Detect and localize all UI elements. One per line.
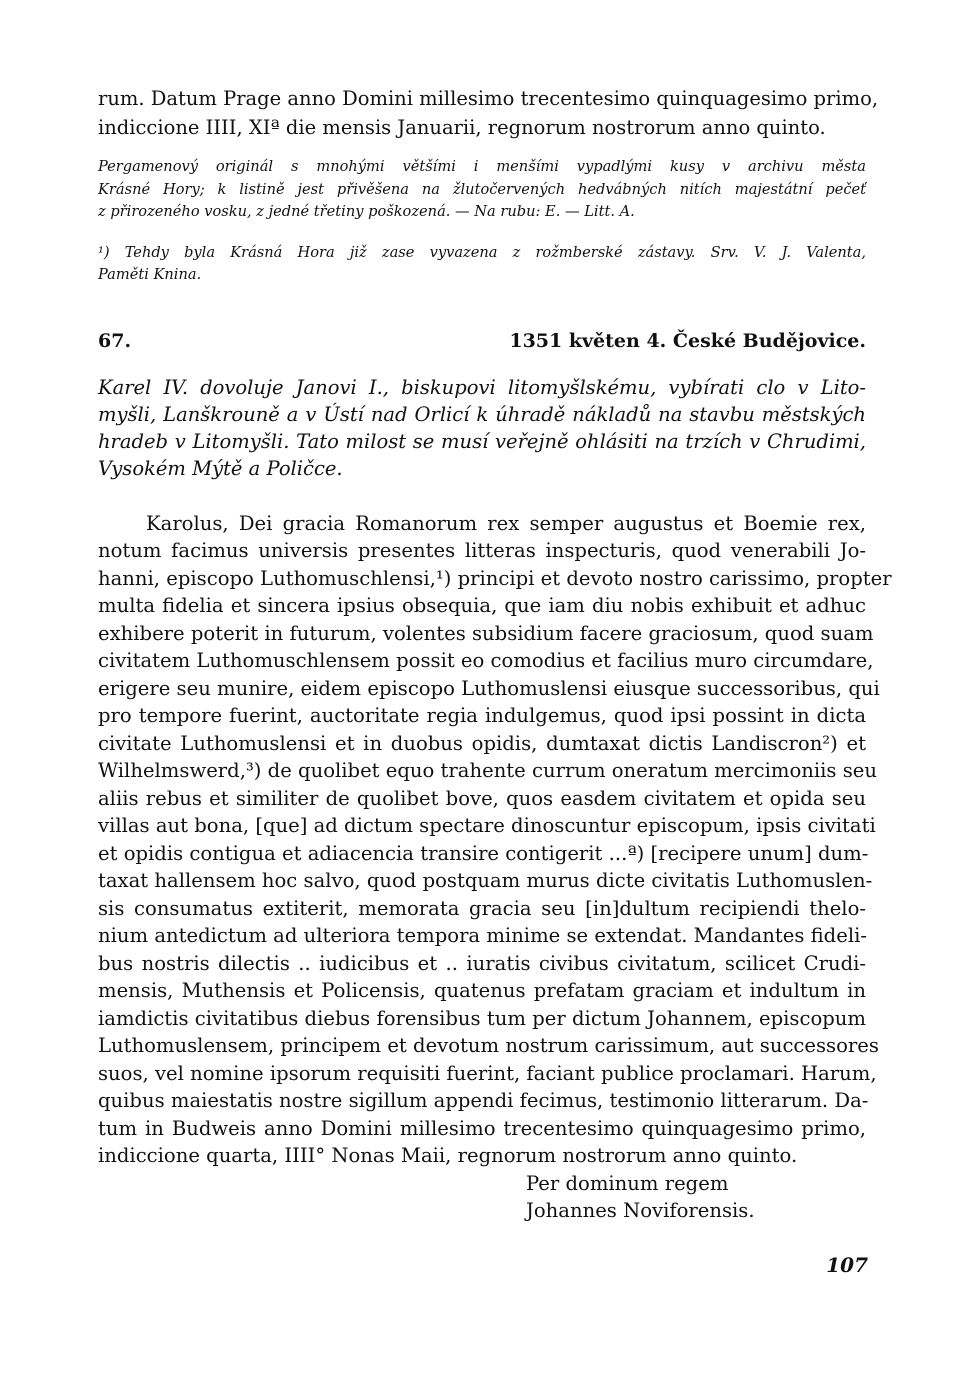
footnote-line: Paměti Knina. xyxy=(98,266,202,283)
charter-line: suos, vel nomine ipsorum requisiti fuerint, faciant publice proclamari. Harum, xyxy=(98,1061,877,1085)
regest xyxy=(98,374,866,482)
charter-line: erigere seu munire, eidem episcopo Luthomuslensi eiusque successoribus, qui xyxy=(98,676,880,700)
charter-line: Karolus, Dei gracia Romanorum rex semper augustus et Boemie rex, xyxy=(146,511,866,535)
charter-line: pro tempore fuerint, auctoritate regia indulgemus, quod ipsi possint in dicta xyxy=(98,704,866,727)
intro-line: rum. Datum Prage anno Domini millesimo trecentesimo quinquagesimo primo, xyxy=(98,87,879,110)
charter-line: notum facimus universis presentes litteras inspecturis, quod venerabili Jo- xyxy=(98,539,866,562)
signature-block xyxy=(526,1170,866,1225)
charter-line: tum in Budweis anno Domini millesimo trecentesimo quinquagesimo primo, xyxy=(98,1116,866,1140)
charter-line: Luthomuslensem, principem et devotum nostrum carissimum, aut successores xyxy=(98,1034,879,1057)
regest-line: myšli, Lanškrouně a v Ústí nad Orlicí k úhradě nákladů na stavbu městských xyxy=(98,402,866,426)
charter-line: Wilhelmswerd,³) de quolibet equo trahente currum oneratum mercimoniis seu xyxy=(98,759,877,782)
signature-line: Per dominum regem xyxy=(526,1171,729,1195)
charter-line: villas aut bona, [que] ad dictum spectare dinoscuntur episcopum, ipsis civitati xyxy=(98,814,876,837)
note-line: Pergamenový originál s mnohými většími i menšími vypadlými kusy v archivu města xyxy=(98,158,866,175)
charter-line: hanni, episcopo Luthomuschlensi,¹) principi et devoto nostro carissimo, propter xyxy=(98,566,892,590)
charter-line: civitatem Luthomuschlensem possit eo comodius et facilius muro circumdare, xyxy=(98,649,874,672)
page-number: 107 xyxy=(826,1253,868,1277)
charter-line: quibus maiestatis nostre sigillum appendi fecimus, testimonio litterarum. Da- xyxy=(98,1089,869,1112)
regest-line: Karel IV. dovoluje Janovi I., biskupovi litomyšlskému, vybírati clo v Lito- xyxy=(98,375,866,399)
charter-line: taxat hallensem hoc salvo, quod postquam murus dicte civitatis Luthomuslen- xyxy=(98,869,873,892)
footnote xyxy=(98,242,866,287)
signature-line: Johannes Noviforensis. xyxy=(526,1199,755,1222)
charter-line: mensis, Muthensis et Policensis, quatenus prefatam graciam et indultum in xyxy=(98,979,866,1002)
charter-line: bus nostris dilectis .. iudicibus et .. iuratis civibus civitatum, scilicet Crudi- xyxy=(98,951,866,975)
charter-line: exhibere poterit in futurum, volentes subsidium facere graciosum, quod suam xyxy=(98,621,874,645)
charter-line: multa fidelia et sincera ipsius obsequia, que iam diu nobis exhibuit et adhuc xyxy=(98,594,866,617)
page-content xyxy=(98,84,892,1225)
charter-line: indiccione quarta, IIII° Nonas Maii, regnorum nostrorum anno quinto. xyxy=(98,1144,798,1167)
entry-number: 67. xyxy=(98,329,132,352)
footnote-line: ¹) Tehdy byla Krásná Hora již zase vyvazena z rožmberské zástavy. Srv. V. J. Valenta, xyxy=(98,243,866,261)
note-line: Krásné Hory; k listině jest přivěšena na žlutočervených hedvábných nitích majestátní pečeť xyxy=(98,180,866,198)
archival-note xyxy=(98,156,866,224)
charter-line: et opidis contigua et adiacencia transire contigerit ...ª) [recipere unum] dum- xyxy=(98,841,869,865)
charter-line: aliis rebus et similiter de quolibet bove, quos easdem civitatem et opida seu xyxy=(98,786,866,810)
note-line: z přirozeného vosku, z jedné třetiny poškozená. — Na rubu: E. — Litt. A. xyxy=(98,203,635,220)
charter-line: iamdictis civitatibus diebus forensibus tum per dictum Johannem, episcopum xyxy=(98,1006,866,1030)
regest-line: Vysokém Mýtě a Poličce. xyxy=(98,456,343,480)
charter-line: sis consumatus extiterit, memorata gracia seu [in]dultum recipiendi thelo- xyxy=(98,896,866,920)
entry-heading xyxy=(98,330,866,352)
intro-paragraph xyxy=(98,84,879,142)
entry-date-place: 1351 květen 4. České Budějovice. xyxy=(509,329,866,352)
regest-line: hradeb v Litomyšli. Tato milost se musí veřejně ohlásiti na trzích v Chrudimi, xyxy=(98,429,866,453)
charter-text xyxy=(98,510,892,1170)
charter-line: nium antedictum ad ulteriora tempora minime se extendat. Mandantes fideli- xyxy=(98,924,867,947)
intro-line: indiccione IIII, XIª die mensis Januarii, regnorum nostrorum anno quinto. xyxy=(98,116,826,139)
charter-line: civitate Luthomuslensi et in duobus opidis, dumtaxat dictis Landiscron²) et xyxy=(98,731,866,755)
